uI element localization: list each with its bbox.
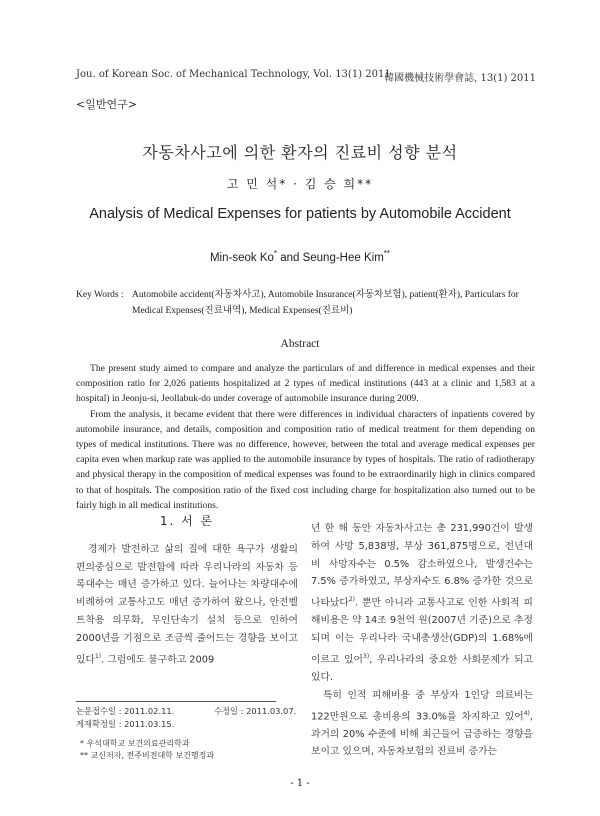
page-number: - 1 - (290, 778, 310, 789)
intro-paragraph-1-cont (311, 520, 533, 687)
abstract-paragraph-2: From the analysis, it became evident that there were differences in individual characters of inpatients covered by automobile insurance, and details, composition and composition ratio of medical treatment for them depending on types of medical institutions. There was no difference, however, between the total and average medical expenses per capita even when markup rate was applied to the automobile insurance by types of hospitals. The ratio of radiotherapy and physical therapy in the composition of medical expenses was found to be extraordinarily high in clinics compared to that of hospitals. The composition ratio of the fixed cost including charge for hospitalization also turned out to be fairly high in all medical institutions. (76, 408, 535, 511)
author-1-mark: * (273, 249, 278, 258)
body-column-left (76, 513, 298, 669)
authors-korean: 고 민 석* · 김 승 희** (226, 177, 374, 191)
affiliation-2: ** 교신저자, 전주비전대학 보건행정과 (80, 751, 215, 760)
author-2-mark: ** (383, 249, 391, 258)
intro-paragraph-2 (311, 687, 533, 761)
citation-4: 4) (523, 709, 530, 717)
intro-text-1: 경제가 발전하고 삶의 질에 대한 욕구가 생활의 편의중심으로 발전함에 따라 우리나라의 자동차 등록대수는 매년 증가하고 있다. 늘어나는 차량대수에 비례하여 교통사고도 매년 증가하여 왔으나, 안전벨트착용 의무화, 무인단속기 설치 등으로 인하여 2000년을 기점으로 조금씩 줄어드는 경향을 보이고 있다 (76, 543, 298, 665)
body-column-right (311, 520, 533, 761)
abstract-body (76, 361, 535, 513)
citation-2: 2) (348, 596, 356, 604)
intro-text-1-end: . 그럼에도 불구하고 2009 (101, 653, 215, 665)
authors-conjunction: and (277, 251, 303, 264)
section-heading-introduction: 1. 서 론 (159, 514, 215, 528)
affiliation-1: * 우석대학교 보건의료관리학과 (80, 739, 190, 748)
date-accepted: 게재확정일 : 2011.03.15. (76, 718, 175, 729)
author-2-name: Seung-Hee Kim (302, 251, 384, 264)
abstract-heading: Abstract (280, 338, 320, 350)
journal-header-left: Jou. of Korean Soc. of Mechanical Technology, Vol. 13(1) 2011 (76, 69, 391, 80)
authors-english (0, 249, 600, 264)
citation-1: 1) (94, 652, 102, 660)
keywords-label: Key Words : (76, 290, 124, 300)
abstract-paragraph-1: The present study aimed to compare and analyze the particulars of and difference in medical expenses and their composition ratio for 2,026 patients hospitalized at 2 types of medical institutions (443 at a clinic and 1,583 at a hospital) in Jeonju-si, Jeollabuk-do under coverage of automobile insurance during 2009. (76, 363, 535, 405)
citation-3: 3) (363, 652, 370, 660)
author-1-name: Min-seok Ko (209, 251, 274, 264)
intro-text-2-mid: . 뿐만 아니라 교통사고로 인한 사회적 피해비용은 약 14조 9천억 원(2007년 기준)으로 추정되며 이는 우리나라 국내총생산(GDP)의 1.68%에 이르고 있어 (311, 597, 533, 666)
intro-text-3: 특히 인적 피해비용 중 부상자 1인당 의료비는 122만원으로 총비용의 33.0%를 차지하고 있어 (311, 689, 533, 722)
author-affiliations (76, 738, 214, 762)
article-category: <일반연구> (76, 98, 137, 111)
title-english: Analysis of Medical Expenses for patients by Automobile Accident (89, 206, 511, 222)
intro-text-2-end: , 우리나라의 중요한 사회문제가 되고 있다. (311, 654, 534, 683)
journal-header-right: 韓國機械技術學會誌, 13(1) 2011 (384, 73, 536, 84)
keywords-text: Automobile accident(자동차사고), Automobile Insurance(자동차보험), patient(환자), Particulars for Medical Expenses(진료내역), Medical Expenses(진료비) (132, 290, 519, 316)
date-received: 논문접수일 : 2011.02.11. (76, 706, 175, 716)
footnote-divider (76, 701, 276, 702)
intro-text-3-end: , 과거의 20% 수준에 비해 최근들어 급증하는 경향을 보이고 있으며, 자동차보험의 진료비 증가는 (311, 710, 533, 758)
submission-dates (76, 705, 297, 730)
title-korean: 자동차사고에 의한 환자의 진료비 성향 분석 (142, 143, 458, 162)
intro-text-2: 년 한 해 동안 자동차사고는 총 231,990건이 발생하여 사망 5,838명, 부상 361,875명으로, 전년대비 사망자수는 0.5% 감소하였으나, 발생건수는 7.5% 증가하였고, 부상자수도 6.8% 증가한 것으로 나타났다 (311, 523, 533, 609)
keywords-block (76, 287, 536, 319)
date-revised: 수정일 : 2011.03.07. (214, 706, 297, 716)
intro-paragraph-1 (76, 541, 298, 669)
